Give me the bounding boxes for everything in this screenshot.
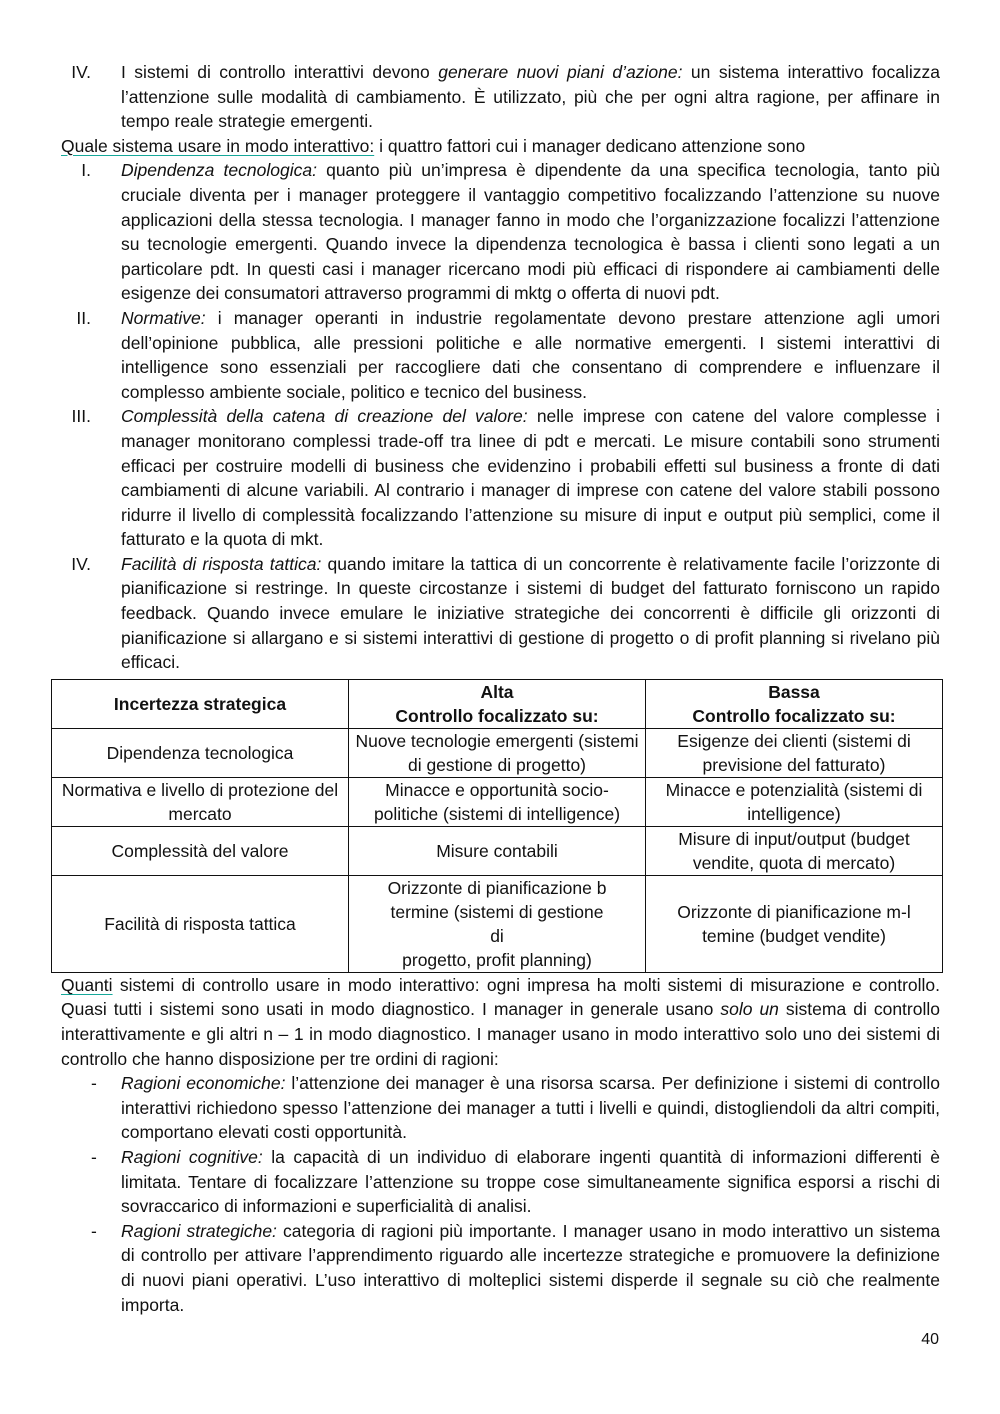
header-cell-uncertainty: Incertezza strategica <box>52 679 349 728</box>
table-cell: Minacce e opportunità socio-politiche (sistemi di intelligence) <box>349 777 646 826</box>
factor-text: quanto più un’impresa è dipendente da una specifica tecnologia, tanto più cruciale diventa per i manager proteggere il vantaggio competitivo focalizzando l’attenzione su nuove applicazioni della stessa tecnologia. I manager fanno in modo che l’organizzazione focalizzi l’attenzione su tecnologie emergenti. Quando invece la dipendenza tecnologica è bassa i clienti sono legati a un particolare pdt. In questi casi i manager ricercano modi più efficaci di rispondere ai cambiamenti delle esigenze dei consumatori attraverso programmi di mktg o offerta di nuovi pdt. <box>121 160 940 304</box>
factor-lead: Normative: <box>121 307 206 328</box>
table-cell: Esigenze dei clienti (sistemi di previsione del fatturato) <box>646 728 943 777</box>
list-number: III. <box>71 406 91 427</box>
factor-item-2 <box>61 306 940 404</box>
factor-text: nelle imprese con catene del valore complesse i manager monitorano complessi trade-off tra linee di pdt e mercati. Le misure contabili sono strumenti efficaci per costruire modelli di business che evidenzino i probabili effetti sul business a fronte di dati cambiamenti di alcune variabili. Al contrario i manager di imprese con catene del valore stabili possono ridurre il livello di complessità focalizzando l’attenzione su misure di input e output più semplici, come il fatturato e la quota di mkt. <box>121 406 940 550</box>
reason-text: la capacità di un individuo di elaborare ingenti quantità di informazioni differenti è limitata. Tentare di focalizzare l’attenzione su troppe cose simultaneamente significa esporsi a rischi di sovraccarico di informazioni e superficialità di analisi. <box>121 1147 940 1217</box>
table-cell: Orizzonte di pianificazione m-l temine (budget vendite) <box>646 875 943 972</box>
intro-list-item <box>61 60 940 134</box>
factor-text: i manager operanti in industrie regolamentate devono prestare attenzione agli umori dell’opinione pubblica, alle pressioni politiche e alle normative emergenti. I sistemi interattivi di intelligence sono essenziali per raccogliere dati che consentano di comprendere e influenzare il complesso ambiente sociale, politico e tecnico del business. <box>121 307 940 402</box>
header-cell-low: Bassa Controllo focalizzato su: <box>646 679 943 728</box>
reason-item-cognitive <box>61 1145 940 1219</box>
table-cell: Nuove tecnologie emergenti (sistemi di gestione di progetto) <box>349 728 646 777</box>
factor-lead: Complessità della catena di creazione del valore: <box>121 406 528 427</box>
section2-underlined-word: Quanti <box>61 974 113 995</box>
bullet-dash: - <box>91 1073 97 1094</box>
list-number: II. <box>76 307 91 328</box>
section-heading-underlined: Quale sistema usare in modo interattivo: <box>61 135 375 156</box>
table-cell: Orizzonte di pianificazione b termine (sistemi di gestione di progetto, profit planning) <box>349 875 646 972</box>
page-number: 40 <box>921 1331 939 1348</box>
table-row <box>52 728 943 777</box>
factor-lead: Facilità di risposta tattica: <box>121 553 322 574</box>
table-cell: Dipendenza tecnologica <box>52 728 349 777</box>
bullet-dash: - <box>91 1147 97 1167</box>
list-number: IV. <box>71 62 91 82</box>
table-cell: Complessità del valore <box>52 826 349 875</box>
table-row <box>52 826 943 875</box>
section2-italic: solo un <box>720 999 779 1020</box>
reason-text: l’attenzione dei manager è una risorsa scarsa. Per definizione i sistemi di controllo interattivi richiedono spesso l’attenzione dei manager a tutti i livelli e quindi, distogliendoli da altri compiti, comportano elevati costi opportunità. <box>121 1073 941 1143</box>
table-row <box>52 875 943 972</box>
factor-item-1 <box>61 158 940 306</box>
item-text-start: I sistemi di controllo interattivi devono <box>121 62 439 82</box>
section-heading-rest: i quattro fattori cui i manager dedicano attenzione sono <box>374 135 806 156</box>
section-heading <box>61 134 940 159</box>
table-cell: Misure di input/output (budget vendite, quota di mercato) <box>646 826 943 875</box>
reason-text: categoria di ragioni più importante. I manager usano in modo interattivo un sistema di controllo per attivare l’apprendimento riguardo alle incertezze strategiche e promuovere la definizione di nuovi piani operativi. L’uso interattivo di molteplici sistemi disperde il segnale su ciò che realmente importa. <box>121 1220 940 1315</box>
item-text-end: un sistema interattivo focalizza l’attenzione sulle modalità di cambiamento. È utilizzato, più che per ogni altra ragione, per affinare in tempo reale strategie emergenti. <box>121 62 940 132</box>
header-cell-high: Alta Controllo focalizzato su: <box>349 679 646 728</box>
table-cell: Facilità di risposta tattica <box>52 875 349 972</box>
factor-lead: Dipendenza tecnologica: <box>121 160 317 181</box>
reason-lead: Ragioni strategiche: <box>121 1220 277 1241</box>
table-row <box>52 777 943 826</box>
table-cell: Minacce e potenzialità (sistemi di intelligence) <box>646 777 943 826</box>
factor-text: quando imitare la tattica di un concorrente è relativamente facile l’orizzonte di pianificazione si restringe. In queste circostanze i sistemi di budget del fatturato forniscono un rapido feedback. Quando invece emulare le iniziative strategiche dei concorrenti è difficile gli orizzonti di pianificazione si allargano e si sistemi interattivi di gestione di progetto o di profit planning si rivelano più efficaci. <box>121 553 940 673</box>
list-number: IV. <box>71 553 91 574</box>
section2-paragraph: Quanti sistemi di controllo usare in modo interattivo: ogni impresa ha molti sistemi di misurazione e controllo. Quasi tutti i sistemi sono usati in modo diagnostico. I manager in generale usano solo un sistema di controllo interattivamente e gli altri n – 1 in modo diagnostico. I manager usano in modo interattivo solo uno dei sistemi di controllo che hanno disposizione per tre ordini di ragioni: <box>61 974 940 1069</box>
item-italic-lead: generare nuovi piani d’azione: <box>438 62 683 82</box>
table-header-row <box>52 679 943 728</box>
table-cell: Misure contabili <box>349 826 646 875</box>
table-cell: Normativa e livello di protezione del mercato <box>52 777 349 826</box>
reason-lead: Ragioni cognitive: <box>121 1147 263 1167</box>
bullet-dash: - <box>91 1220 97 1241</box>
document-body <box>61 60 940 1317</box>
list-number: I. <box>81 160 91 181</box>
factor-item-4 <box>61 552 940 675</box>
reason-item-economic <box>61 1071 940 1145</box>
strategic-uncertainty-table <box>51 679 943 973</box>
factor-item-3 <box>61 404 940 552</box>
reason-item-strategic <box>61 1219 940 1317</box>
reason-lead: Ragioni economiche: <box>121 1073 286 1094</box>
